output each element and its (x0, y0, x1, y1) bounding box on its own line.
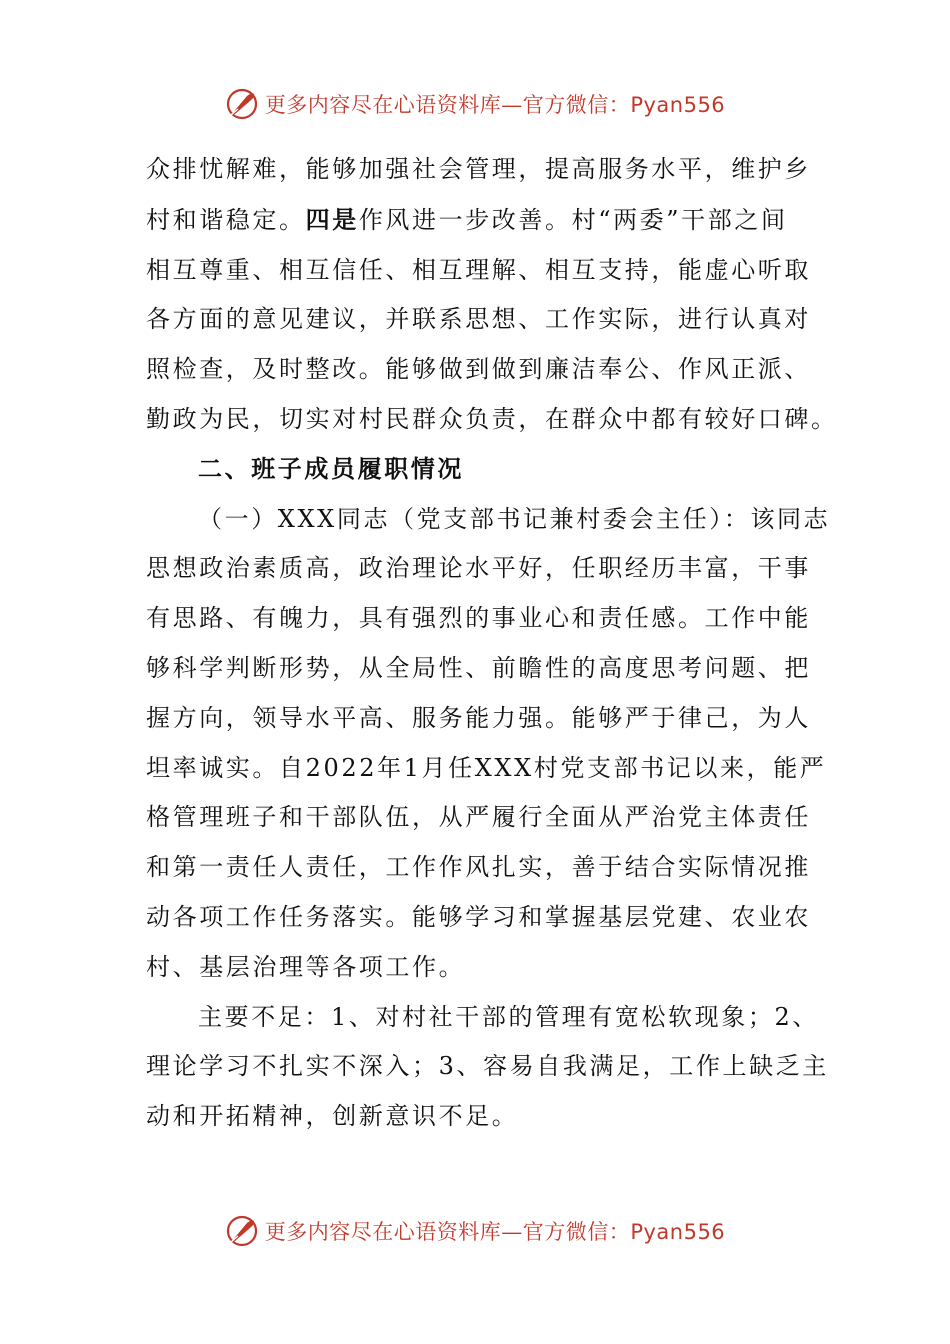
text-span: 村和谐稳定。 (146, 205, 306, 234)
text-line: 思想政治素质高，政治理论水平好，任职经历丰富，干事 (146, 554, 811, 583)
text-line: 村、基层治理等各项工作。 (146, 952, 466, 981)
text-line: 众排忧解难，能够加强社会管理，提高服务水平，维护乡 (146, 155, 811, 183)
text-line: 坦率诚实。自2022年1月任XXX村党支部书记以来，能严 (146, 753, 827, 782)
text-line: 有思路、有魄力，具有强烈的事业心和责任感。工作中能 (146, 604, 811, 633)
paragraph-shortcomings (146, 993, 829, 1142)
watermark-label: 更多内容尽在心语资料库—官方微信： (264, 1220, 631, 1244)
watermark-text (265, 89, 725, 119)
text-line: （一）XXX同志（党支部书记兼村委会主任）：该同志 (198, 504, 831, 533)
watermark-text (265, 1216, 725, 1246)
text-span: 作风进一步改善。村“两委”干部之间 (358, 205, 788, 234)
paragraph-member-review (146, 495, 831, 993)
text-line (146, 195, 806, 246)
bold-marker: 四是 (305, 204, 359, 234)
text-line: 理论学习不扎实不深入；3、容易自我满足，工作上缺乏主 (146, 1052, 829, 1081)
text-line: 勤政为民，切实对村民群众负责，在群众中都有较好口碑。 (146, 404, 838, 433)
paragraph-work-style (146, 145, 838, 445)
section-heading: 二、班子成员履职情况 (198, 454, 464, 483)
header-watermark (0, 84, 950, 124)
quill-logo-icon (225, 1214, 259, 1248)
footer-watermark (0, 1211, 950, 1251)
text-line: 各方面的意见建议，并联系思想、工作实际，进行认真对 (146, 305, 811, 334)
text-line: 动各项工作任务落实。能够学习和掌握基层党建、农业农 (146, 902, 811, 931)
watermark-wechat-id: Pyan556 (630, 93, 726, 117)
watermark-label: 更多内容尽在心语资料库—官方微信： (264, 93, 631, 117)
watermark-wechat-id: Pyan556 (630, 1220, 726, 1244)
text-line: 格管理班子和干部队伍，从严履行全面从严治党主体责任 (146, 803, 811, 832)
text-line: 主要不足：1、对村社干部的管理有宽松软现象；2、 (198, 1002, 819, 1031)
text-line: 照检查，及时整改。能够做到做到廉洁奉公、作风正派、 (146, 355, 811, 384)
quill-logo-icon (225, 87, 259, 121)
text-line: 相互尊重、相互信任、相互理解、相互支持，能虚心听取 (146, 255, 811, 284)
text-line: 握方向，领导水平高、服务能力强。能够严于律己，为人 (146, 703, 811, 732)
text-line: 够科学判断形势，从全局性、前瞻性的高度思考问题、把 (146, 653, 811, 682)
text-line: 和第一责任人责任，工作作风扎实，善于结合实际情况推 (146, 853, 811, 882)
document-body (146, 145, 838, 1142)
text-line: 动和开拓精神，创新意识不足。 (146, 1102, 519, 1131)
